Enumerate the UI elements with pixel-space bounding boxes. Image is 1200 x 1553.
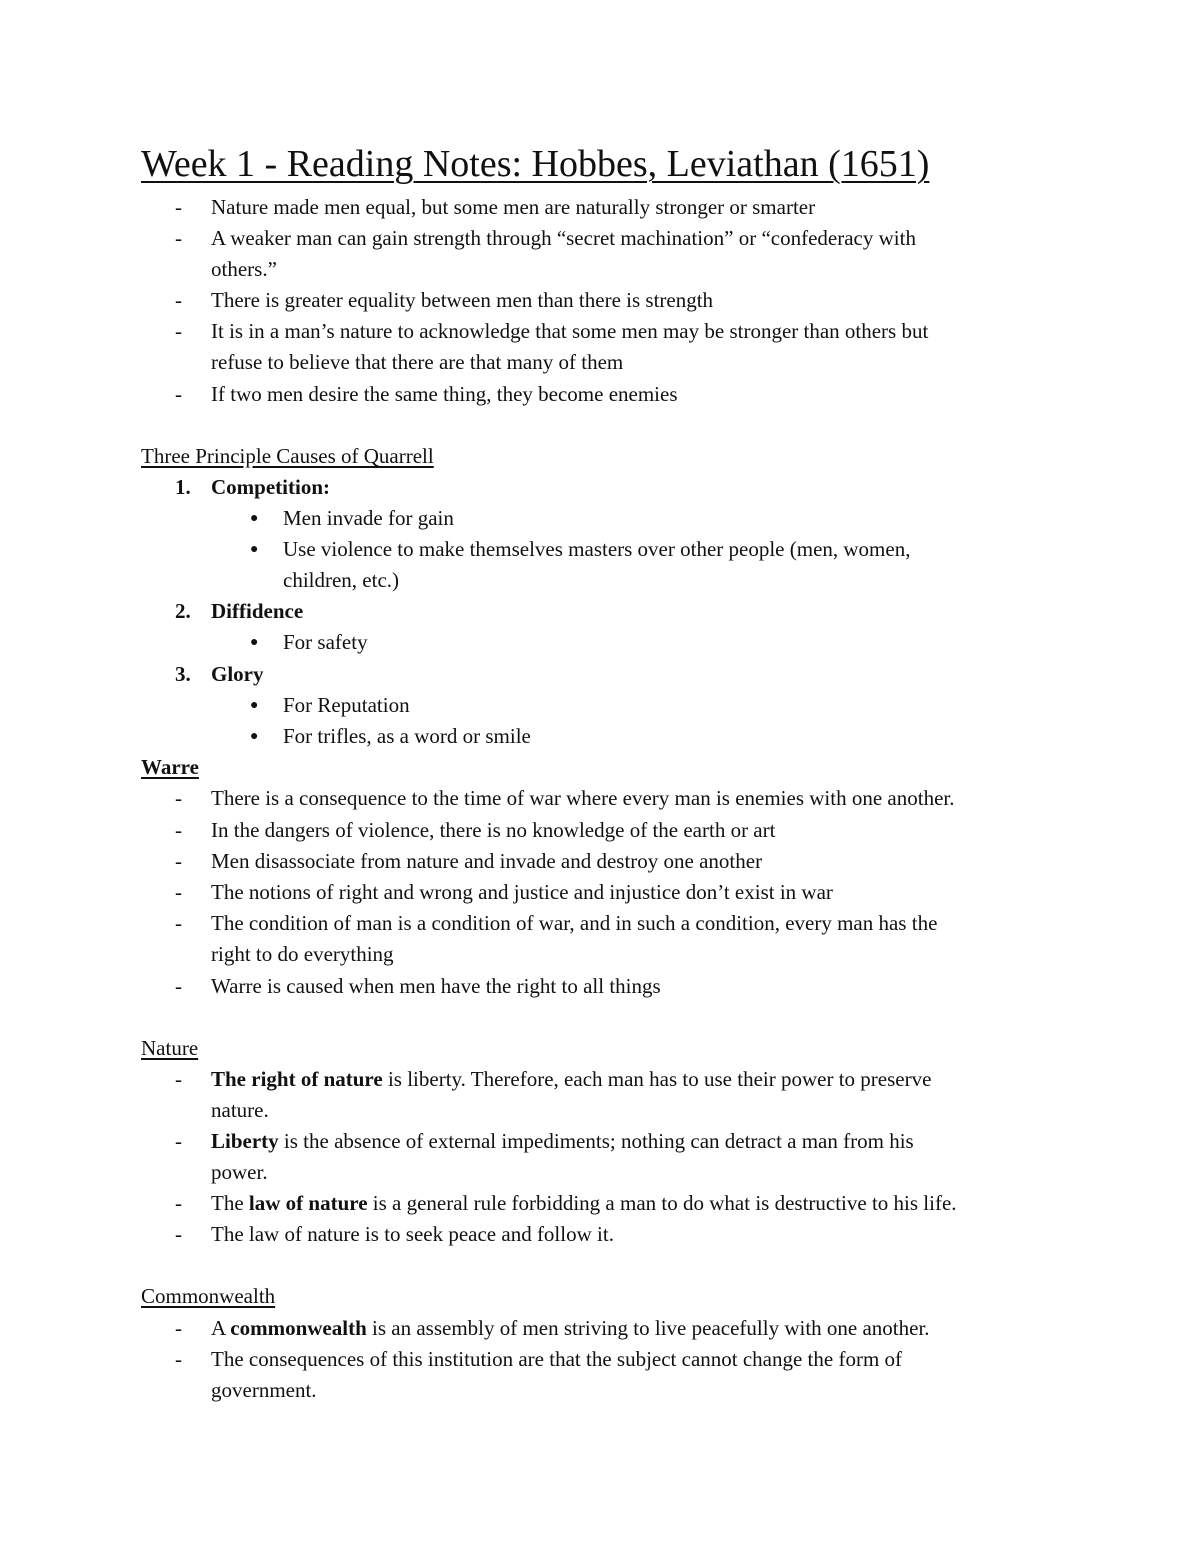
dash-marker: -	[175, 849, 182, 873]
cause-bullet: For Reputation	[283, 693, 410, 717]
intro-item-continued: others.”	[211, 257, 277, 281]
cause-bullet: For trifles, as a word or smile	[283, 724, 531, 748]
bullet-marker: ●	[250, 635, 259, 650]
dash-marker: -	[175, 382, 182, 406]
intro-item: Nature made men equal, but some men are naturally stronger or smarter	[211, 195, 816, 219]
bullet-marker: ●	[250, 511, 259, 526]
dash-marker: -	[175, 288, 182, 312]
nature-item-term: Liberty	[211, 1129, 279, 1153]
cause-bullet: For safety	[283, 630, 368, 654]
nature-item	[211, 1126, 914, 1157]
dash-marker: -	[175, 818, 182, 842]
intro-item: There is greater equality between men than there is strength	[211, 288, 714, 312]
dash-marker: -	[175, 1191, 182, 1215]
bullet-marker: ●	[250, 542, 259, 557]
nature-item	[211, 1064, 931, 1095]
commonwealth-item-text: A	[211, 1316, 231, 1340]
dash-marker: -	[175, 1222, 182, 1246]
warre-item: There is a consequence to the time of war where every man is enemies with one another.	[211, 786, 955, 810]
dash-marker: -	[175, 1067, 182, 1091]
nature-item-text: is liberty. Therefore, each man has to use their power to preserve	[382, 1067, 932, 1091]
cause-bullet: Men invade for gain	[283, 506, 454, 530]
cause-label: Competition:	[211, 475, 330, 499]
intro-item-continued: refuse to believe that there are that many of them	[211, 350, 624, 374]
dash-marker: -	[175, 786, 182, 810]
intro-item: It is in a man’s nature to acknowledge that some men may be stronger than others but	[211, 319, 929, 343]
cause-bullet: Use violence to make themselves masters over other people (men, women,	[283, 537, 911, 561]
commonwealth-item-term: commonwealth	[230, 1316, 367, 1340]
list-number: 3.	[175, 662, 191, 686]
commonwealth-item-continued: government.	[211, 1378, 317, 1402]
warre-item: Men disassociate from nature and invade and destroy one another	[211, 849, 763, 873]
commonwealth-item: The consequences of this institution are that the subject cannot change the form of	[211, 1347, 903, 1371]
nature-item-term: The right of nature	[211, 1067, 383, 1091]
nature-item-continued: power.	[211, 1160, 268, 1184]
bullet-marker: ●	[250, 729, 259, 744]
nature-item-text: is a general rule forbidding a man to do what is destructive to his life.	[367, 1191, 957, 1215]
section-heading-commonwealth: Commonwealth	[141, 1284, 276, 1308]
list-number: 1.	[175, 475, 191, 499]
warre-item: In the dangers of violence, there is no knowledge of the earth or art	[211, 818, 776, 842]
dash-marker: -	[175, 1129, 182, 1153]
dash-marker: -	[175, 880, 182, 904]
commonwealth-item	[211, 1313, 930, 1344]
dash-marker: -	[175, 319, 182, 343]
nature-item-text: The	[211, 1191, 249, 1215]
dash-marker: -	[175, 911, 182, 935]
section-heading-warre: Warre	[141, 755, 199, 779]
dash-marker: -	[175, 1347, 182, 1371]
section-heading-causes: Three Principle Causes of Quarrell	[141, 444, 434, 468]
page-title: Week 1 - Reading Notes: Hobbes, Leviathan (1651)	[141, 143, 930, 185]
warre-item: Warre is caused when men have the right to all things	[211, 974, 661, 998]
intro-item: If two men desire the same thing, they become enemies	[211, 382, 678, 406]
nature-item	[211, 1188, 957, 1219]
list-number: 2.	[175, 599, 191, 623]
warre-item-continued: right to do everything	[211, 942, 394, 966]
warre-item: The notions of right and wrong and justice and injustice don’t exist in war	[211, 880, 833, 904]
warre-item: The condition of man is a condition of war, and in such a condition, every man has the	[211, 911, 938, 935]
section-heading-nature: Nature	[141, 1036, 199, 1060]
bullet-marker: ●	[250, 698, 259, 713]
cause-label: Diffidence	[211, 599, 304, 623]
cause-label: Glory	[211, 662, 264, 686]
intro-item: A weaker man can gain strength through “secret machination” or “confederacy with	[211, 226, 916, 250]
nature-item-continued: nature.	[211, 1098, 269, 1122]
commonwealth-item-text: is an assembly of men striving to live peacefully with one another.	[366, 1316, 930, 1340]
nature-item-text: is the absence of external impediments; nothing can detract a man from his	[278, 1129, 914, 1153]
dash-marker: -	[175, 195, 182, 219]
dash-marker: -	[175, 226, 182, 250]
cause-bullet-continued: children, etc.)	[283, 568, 400, 592]
dash-marker: -	[175, 1316, 182, 1340]
dash-marker: -	[175, 974, 182, 998]
nature-item: The law of nature is to seek peace and follow it.	[211, 1222, 614, 1246]
nature-item-term: law of nature	[248, 1191, 368, 1215]
